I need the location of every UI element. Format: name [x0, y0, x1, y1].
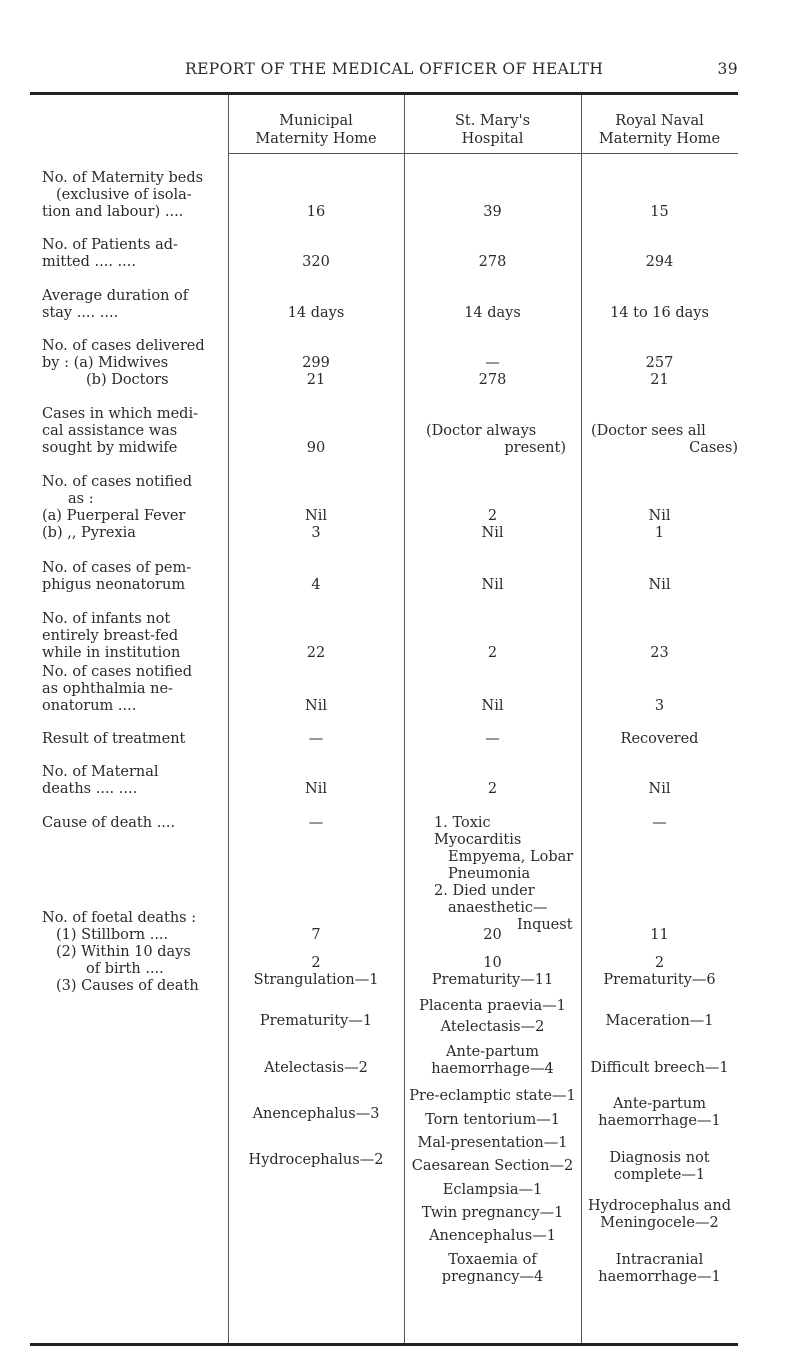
cell-pemphigus-municipal: 4 — [311, 577, 321, 593]
list-item: Pre-eclamptic state—1 — [409, 1088, 576, 1104]
list-item: Anencephalus—1 — [429, 1228, 556, 1244]
table-top-rule — [30, 92, 738, 95]
row-label-ophthalmia: No. of cases notified as ophthalmia ne- onatorum .... — [42, 664, 192, 714]
cell-cause-municipal: — — [308, 815, 324, 831]
cell-ophthalmia-municipal: Nil — [305, 698, 327, 714]
row-label-pemphigus: No. of cases of pem- phigus neonatorum — [42, 560, 192, 593]
row-label-delivered: No. of cases delivered by : (a) Midwives (b) Doctors — [42, 338, 205, 388]
row-label-patients: No. of Patients ad- mitted .... .... — [42, 237, 178, 270]
cell-pemphigus-st-marys: Nil — [481, 577, 504, 593]
list-item: Difficult breech—1 — [590, 1060, 729, 1076]
list-item: Twin pregnancy—1 — [421, 1205, 564, 1221]
list-item: Diagnosis not complete—1 — [609, 1150, 710, 1183]
list-item: Maceration—1 — [605, 1013, 714, 1029]
list-item: Eclampsia—1 — [442, 1182, 543, 1198]
report-title: REPORT OF THE MEDICAL OFFICER OF HEALTH — [185, 60, 604, 78]
column-header-municipal: Municipal Maternity Home — [255, 113, 377, 147]
list-item: Atelectasis—2 — [264, 1060, 368, 1076]
list-item: Prematurity—6 — [603, 972, 716, 988]
row-label-cause-of-death: Cause of death .... — [42, 815, 176, 831]
cell-stay-st-marys: 14 days — [464, 305, 521, 321]
cell-patients-st-marys: 278 — [478, 254, 507, 270]
cell-stay-municipal: 14 days — [287, 305, 345, 321]
cell-cause-royal-naval: — — [652, 815, 667, 831]
list-item: Atelectasis—2 — [440, 1019, 545, 1035]
list-item: Strangulation—1 — [253, 972, 379, 988]
cell-delivered-royal-naval: 257 21 — [645, 355, 674, 388]
cell-pemphigus-royal-naval: Nil — [648, 577, 671, 593]
cell-ophthalmia-royal-naval: 3 — [654, 698, 665, 714]
cell-treatment-royal-naval: Recovered — [620, 731, 699, 747]
row-label-notified: No. of cases notified as : (a) Puerperal Fever (b) ,, Pyrexia — [42, 474, 192, 541]
cell-stay-royal-naval: 14 to 16 days — [610, 305, 709, 321]
header-divider — [228, 153, 738, 154]
row-label-foetal-deaths: No. of foetal deaths : (1) Stillborn .... (2) Within 10 days of birth .... (3) Causes of death — [42, 910, 199, 994]
cell-beds-municipal: 16 — [306, 204, 326, 220]
cell-maternal-deaths-municipal: Nil — [305, 781, 327, 797]
row-label-beds: No. of Maternity beds (exclusive of isola- tion and labour) .... — [42, 170, 204, 220]
list-item: Caesarean Section—2 — [411, 1158, 574, 1174]
column-header-royal-naval: Royal Naval Maternity Home — [598, 113, 721, 147]
cell-breastfed-royal-naval: 23 — [650, 645, 669, 661]
cell-notified-royal-naval: Nil 1 — [648, 508, 671, 541]
row-label-treatment: Result of treatment — [42, 731, 186, 747]
cell-beds-st-marys: 39 — [483, 204, 502, 220]
cell-maternal-deaths-royal-naval: Nil — [648, 781, 671, 797]
cell-notified-municipal: Nil 3 — [305, 508, 327, 541]
cell-treatment-st-marys: — — [485, 731, 500, 747]
cell-assistance-royal-naval: (Doctor sees all Cases) — [591, 423, 738, 456]
list-item: Torn tentorium—1 — [425, 1112, 560, 1128]
cell-cause-st-marys: 1. Toxic Myocarditis Empyema, Lobar Pneumonia 2. Died under anaesthetic— Inquest — [434, 815, 574, 933]
cell-stillborn-municipal: 7 2 — [311, 927, 321, 971]
cell-notified-st-marys: 2 Nil — [481, 508, 504, 541]
list-item: Hydrocephalus and Meningocele—2 — [587, 1198, 732, 1231]
page-number: 39 — [717, 60, 738, 78]
cell-stillborn-st-marys: 20 10 — [483, 927, 502, 971]
cell-ophthalmia-st-marys: Nil — [481, 698, 504, 714]
row-label-stay: Average duration of stay .... .... — [42, 288, 189, 321]
cell-assistance-st-marys: (Doctor always present) — [426, 423, 566, 456]
cell-assistance-municipal: 90 — [306, 440, 326, 456]
cell-treatment-municipal: — — [308, 731, 324, 747]
list-item: Intracranial haemorrhage—1 — [598, 1252, 721, 1285]
list-item: Toxaemia of pregnancy—4 — [441, 1252, 544, 1285]
cell-stillborn-royal-naval: 11 2 — [650, 927, 669, 971]
cell-patients-royal-naval: 294 — [645, 254, 674, 270]
cell-delivered-st-marys: — 278 — [478, 355, 507, 388]
list-item: Ante-partum haemorrhage—4 — [431, 1044, 554, 1077]
cell-breastfed-st-marys: 2 — [487, 645, 498, 661]
list-item: Placenta praevia—1 — [419, 998, 566, 1014]
column-header-st-marys: St. Mary's Hospital — [454, 113, 531, 147]
cell-patients-municipal: 320 — [302, 254, 330, 270]
table-bottom-rule — [30, 1343, 738, 1346]
cell-breastfed-municipal: 22 — [306, 645, 326, 661]
row-label-breastfed: No. of infants not entirely breast-fed while in institution — [42, 611, 181, 661]
cell-maternal-deaths-st-marys: 2 — [487, 781, 498, 797]
list-item: Prematurity—11 — [431, 972, 554, 988]
row-label-assistance: Cases in which medi- cal assistance was sought by midwife — [42, 406, 199, 456]
list-item: Mal-presentation—1 — [417, 1135, 568, 1151]
list-item: Prematurity—1 — [259, 1013, 373, 1029]
list-item: Anencephalus—3 — [252, 1106, 380, 1122]
row-label-maternal-deaths: No. of Maternal deaths .... .... — [42, 764, 159, 797]
list-item: Hydrocephalus—2 — [248, 1152, 384, 1168]
column-divider — [404, 95, 405, 1343]
cell-delivered-midwives-municipal: 299 21 — [302, 355, 330, 388]
cell-beds-royal-naval: 15 — [650, 204, 669, 220]
list-item: Ante-partum haemorrhage—1 — [598, 1096, 721, 1129]
